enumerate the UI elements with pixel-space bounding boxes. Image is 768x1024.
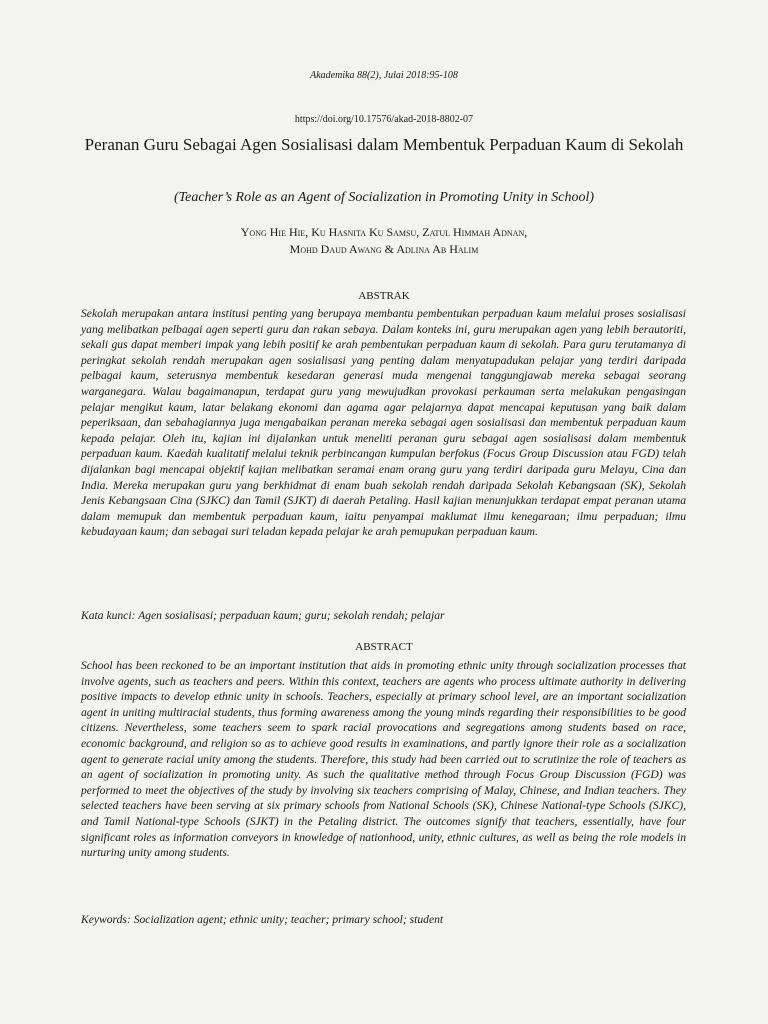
abstract-text: School has been reckoned to be an important institution that aids in promoting ethnic unity through socialization processes that involve agents, such as teachers and peers. Within this context, teachers are agents who process ultimate authority in delivering positive impacts to develop ethnic unity in schools. Teachers, especially at primary school level, are an important socialization agent in uniting multiracial students, thus forming awareness among the young minds regarding their responsibilities to be good citizens. Nevertheless, some teachers seem to spark racial provocations and segregations among students based on race, economic background, and religion so as to achieve good results in examinations, and partly ignore their role as a socialization agent to generate racial unity among the students. Therefore, this study had been carried out to scrutinize the role of teachers as an agent of socialization in promoting unity. As such the qualitative method through Focus Group Discussion (FGD) was performed to meet the objectives of the study by involving six teachers comprising of Malay, Chinese, and Indian teachers. They selected teachers have been serving at six primary schools from National Schools (SK), Chinese National-type Schools (SJKC), and Tamil National-type Schools (SJKT) in the Petaling district. The outcomes signify that teachers, essentially, have four significant roles as information conveyors in knowledge of nationhood, unity, ethnic cultures, as well as being the role models in nurturing unity among students. bbox=[81, 659, 686, 860]
paper-title: Peranan Guru Sebagai Agen Sosialisasi dalam Membentuk Perpaduan Kaum di Sekolah bbox=[84, 135, 684, 154]
doi-link[interactable]: https://doi.org/10.17576/akad-2018-8802-07 bbox=[294, 114, 474, 125]
paper-subtitle: (Teacher’s Role as an Agent of Socialization in Promoting Unity in School) bbox=[173, 190, 595, 205]
keywords: Keywords: Socialization agent; ethnic unity; teacher; primary school; student bbox=[81, 913, 444, 926]
author-line-1: Yong Hie Hie, Ku Hasnita Ku Samsu, Zatul Himmah Adnan, bbox=[240, 225, 528, 239]
author-list bbox=[80, 224, 688, 258]
abstrak-heading: ABSTRAK bbox=[358, 290, 410, 302]
abstract-heading: ABSTRACT bbox=[355, 641, 413, 653]
journal-citation: Akademika 88(2), Julai 2018:95-108 bbox=[310, 70, 458, 81]
kata-kunci: Kata kunci: Agen sosialisasi; perpaduan kaum; guru; sekolah rendah; pelajar bbox=[81, 609, 445, 622]
author-line-2: Mohd Daud Awang & Adlina Ab Halim bbox=[289, 242, 479, 256]
abstrak-text: Sekolah merupakan antara institusi penting yang berupaya membantu pembentukan perpaduan kaum melalui proses sosialisasi yang melibatkan pelbagai agen seperti guru dan rakan sebaya. Dalam konteks ini, guru merupakan agen yang lebih berautoriti, sekali gus dapat memberi impak yang lebih positif ke arah pembentukan perpaduan kaum di sekolah. Para guru terutamanya di peringkat sekolah rendah merupakan agen sosialisasi yang penting dalam menyatupadukan pelajar yang terdiri daripada pelbagai kaum, seterusnya membentuk kesedaran generasi muda mengenai tanggungjawab mereka sebagai seorang warganegara. Walau bagaimanapun, terdapat guru yang mewujudkan provokasi perkauman serta melakukan pengasingan pelajar mengikut kaum, latar belakang ekonomi dan agama agar pelajarnya dapat mencapai keputusan yang baik dalam peperiksaan, dan sebahagiannya juga mengabaikan peranan mereka sebagai agen sosialisasi dan membentuk perpaduan kaum kepada pelajar. Oleh itu, kajian ini dijalankan untuk meneliti peranan guru sebagai agen sosialisasi dalam membentuk perpaduan kaum. Kaedah kualitatif melalui teknik perbincangan kumpulan berfokus (Focus Group Discussion atau FGD) telah dijalankan bagi mencapai objektif kajian melibatkan seramai enam orang guru yang terdiri daripada guru Melayu, Cina dan India. Mereka merupakan guru yang berkhidmat di enam buah sekolah rendah daripada Sekolah Kebangsaan (SK), Sekolah Jenis Kebangsaan Cina (SJKC) dan Tamil (SJKT) di daerah Petaling. Hasil kajian menunjukkan terdapat empat peranan utama dalam memupuk dan membentuk perpaduan kaum, iaitu penyampai maklumat ilmu kenegaraan; ilmu perpaduan; ilmu kebudayaan kaum; dan sebagai suri teladan kepada pelajar ke arah pemupukan perpaduan kaum. bbox=[81, 307, 686, 539]
